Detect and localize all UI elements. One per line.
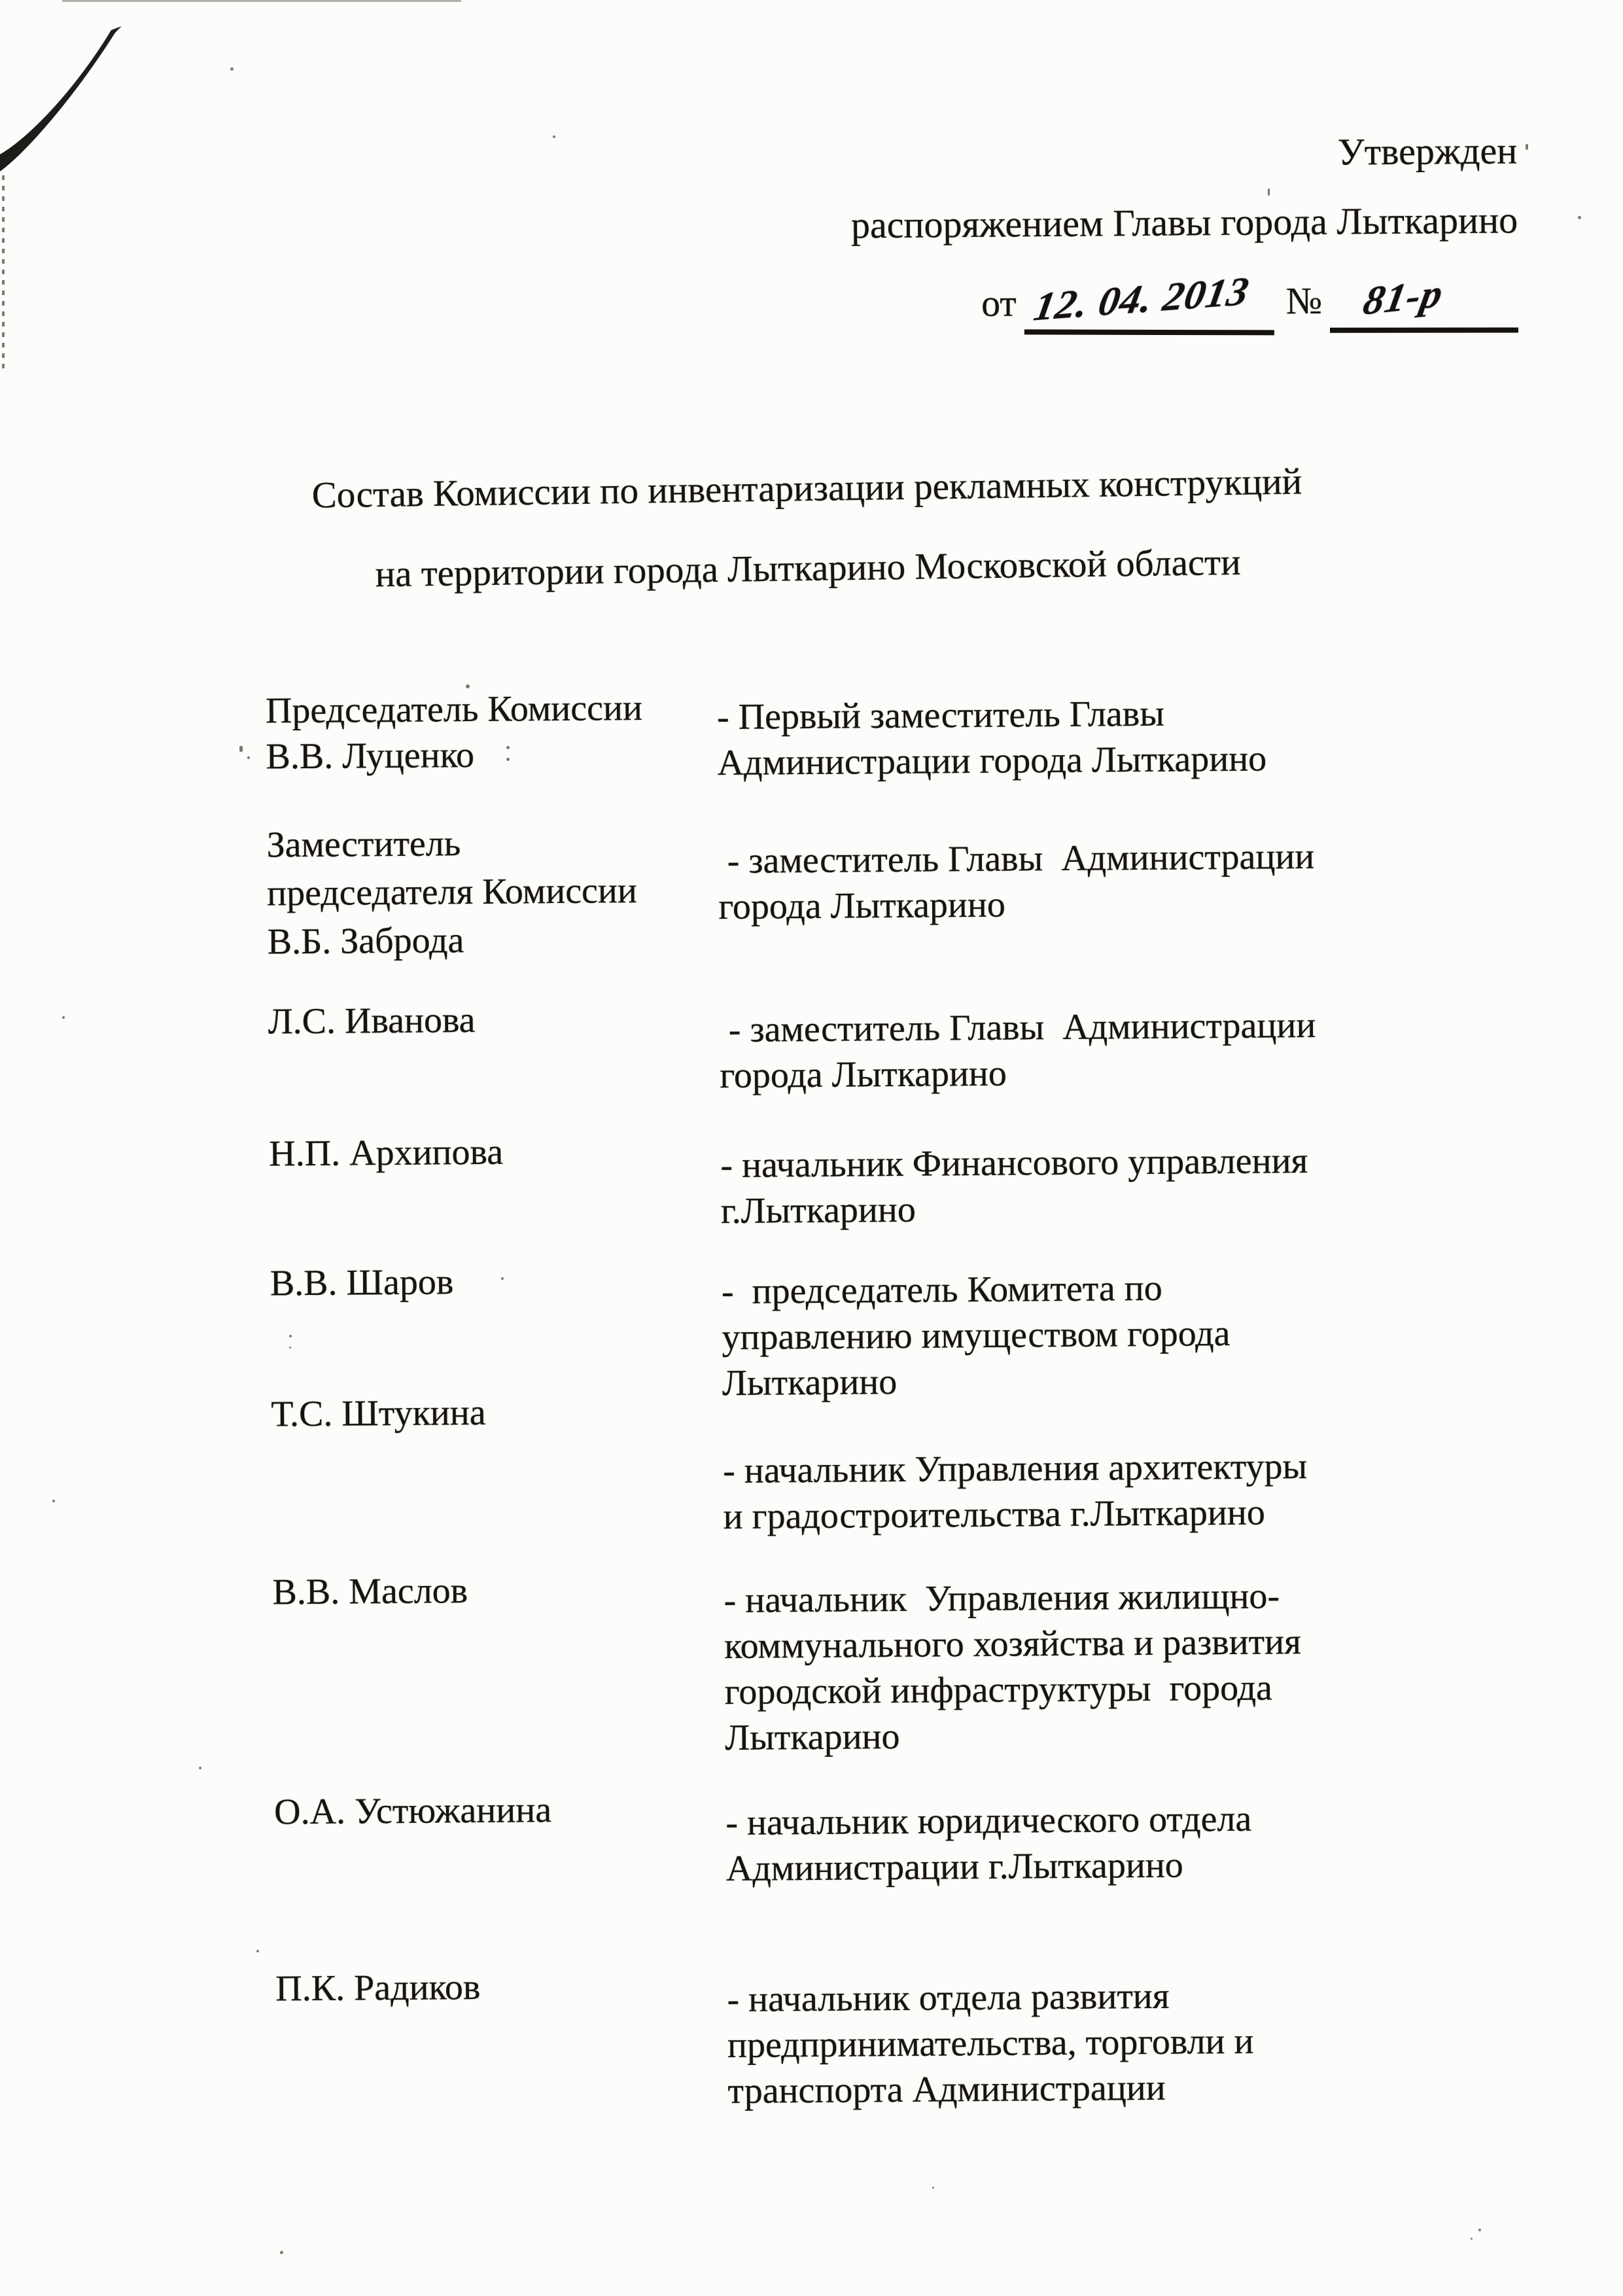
member-name: Председатель Комиссии В.В. Луценко (265, 688, 643, 777)
scan-top-edge (62, 0, 461, 2)
number-sign: № (1285, 279, 1323, 323)
member-name: Н.П. Архипова (269, 1131, 504, 1174)
member-name: Л.С. Иванова (268, 1000, 476, 1042)
member-name: Т.С. Штукина (271, 1392, 486, 1435)
member-role: - начальник Управления жилищно- коммунального хозяйства и развития городской инфраструктуры города Лыткарино (724, 1576, 1302, 1759)
number-underline (1330, 255, 1518, 332)
approval-order-line: распоряжением Главы города Лыткарино (850, 198, 1518, 247)
member-role: - заместитель Главы Администрации города Лыткарино (719, 1004, 1316, 1097)
member-role: - заместитель Главы Администрации города Лыткарино (718, 836, 1315, 928)
member-role: - начальник Финансового управления г.Лыткарино (720, 1140, 1308, 1232)
member-role: - начальник отдела развития предпринимательства, торговли и транспорта Администрации (727, 1975, 1254, 2112)
member-role: - Первый заместитель Главы Администрации города Лыткарино (716, 693, 1267, 784)
member-name: В.В. Маслов (272, 1570, 468, 1613)
date-underline (1024, 257, 1274, 335)
document-title (0, 455, 1620, 603)
from-label: от (981, 281, 1017, 325)
member-role: - начальник юридического отдела Администрации г.Лыткарино (725, 1798, 1252, 1890)
approval-date-number-line (981, 255, 1519, 336)
member-name: О.А. Устюжанина (273, 1790, 552, 1833)
member-name: Заместитель председателя Комиссии В.Б. Заброда (266, 823, 638, 963)
title-line-2: на территории города Лыткарино Московской области (375, 541, 1242, 595)
member-name: В.В. Шаров (270, 1262, 454, 1304)
title-line-1: Состав Комиссии по инвентаризации рекламных конструкций (311, 461, 1302, 516)
member-role: - начальник Управления архитектуры и градостроительства г.Лыткарино (722, 1446, 1308, 1538)
handwritten-number: 81-р (1359, 271, 1447, 324)
approval-approved-line: Утвержден (1337, 129, 1518, 173)
handwritten-date: 12. 04. 2013 (1030, 269, 1253, 330)
member-role: - председатель Комитета по управлению имуществом города Лыткарино (721, 1267, 1230, 1404)
member-name: П.К. Радиков (275, 1967, 481, 2009)
